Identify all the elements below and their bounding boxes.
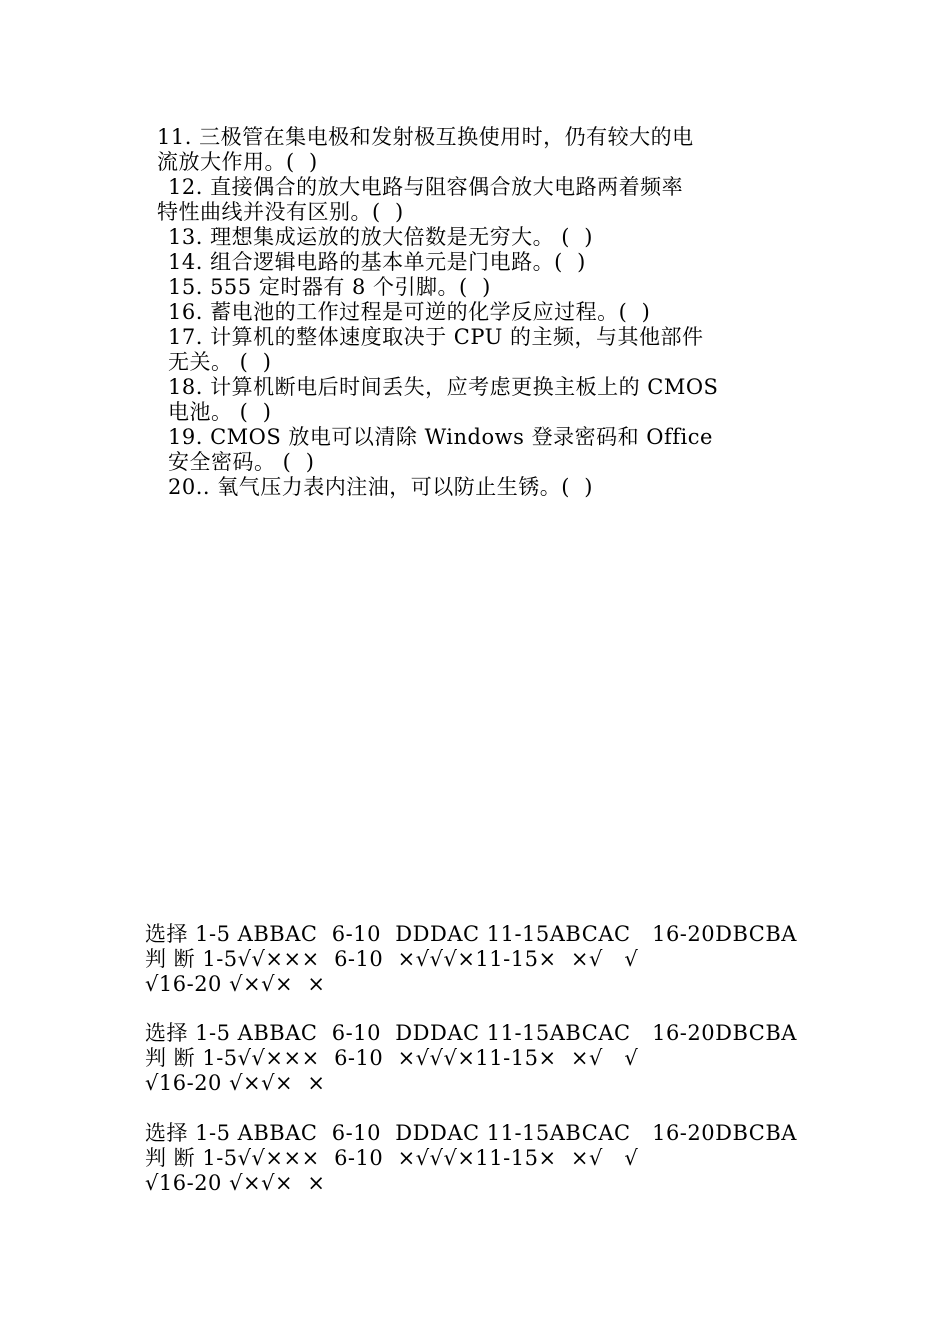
answer-judge-line: 判 断 1-5√√××× 6-10 ×√√√×11-15× ×√ √ (145, 947, 639, 971)
question-12-line-2: 特性曲线并没有区别。( ) (157, 200, 404, 224)
question-18-line-1: 18. 计算机断电后时间丢失，应考虑更换主板上的 CMOS (168, 375, 719, 399)
question-19-line-1: 19. CMOS 放电可以清除 Windows 登录密码和 Office (168, 425, 713, 449)
answer-judge-line-2: √16-20 √×√× × (145, 972, 326, 996)
answer-judge-line: 判 断 1-5√√××× 6-10 ×√√√×11-15× ×√ √ (145, 1146, 639, 1170)
answer-judge-line-2: √16-20 √×√× × (145, 1171, 326, 1195)
question-20: 20.. 氧气压力表内注油，可以防止生锈。( ) (168, 475, 593, 499)
question-15: 15. 555 定时器有 8 个引脚。( ) (168, 275, 491, 299)
question-13: 13. 理想集成运放的放大倍数是无穷大。 ( ) (168, 225, 593, 249)
answer-choice-line: 选择 1-5 ABBAC 6-10 DDDAC 11-15ABCAC 16-20DBCBA (145, 922, 797, 946)
question-14: 14. 组合逻辑电路的基本单元是门电路。( ) (168, 250, 586, 274)
answer-choice-line: 选择 1-5 ABBAC 6-10 DDDAC 11-15ABCAC 16-20DBCBA (145, 1021, 797, 1045)
question-18-line-2: 电池。 ( ) (168, 400, 272, 424)
question-17-line-1: 17. 计算机的整体速度取决于 CPU 的主频，与其他部件 (168, 325, 704, 349)
question-17-line-2: 无关。 ( ) (168, 350, 272, 374)
question-12-line-1: 12. 直接偶合的放大电路与阻容偶合放大电路两着频率 (168, 175, 684, 199)
question-16: 16. 蓄电池的工作过程是可逆的化学反应过程。( ) (168, 300, 651, 324)
question-11-line-2: 流放大作用。( ) (157, 150, 318, 174)
answer-choice-line: 选择 1-5 ABBAC 6-10 DDDAC 11-15ABCAC 16-20DBCBA (145, 1121, 797, 1145)
answer-judge-line: 判 断 1-5√√××× 6-10 ×√√√×11-15× ×√ √ (145, 1046, 639, 1070)
question-11-line-1: 11. 三极管在集电极和发射极互换使用时，仍有较大的电 (157, 125, 694, 149)
answer-judge-line-2: √16-20 √×√× × (145, 1071, 326, 1095)
question-19-line-2: 安全密码。 ( ) (168, 450, 315, 474)
